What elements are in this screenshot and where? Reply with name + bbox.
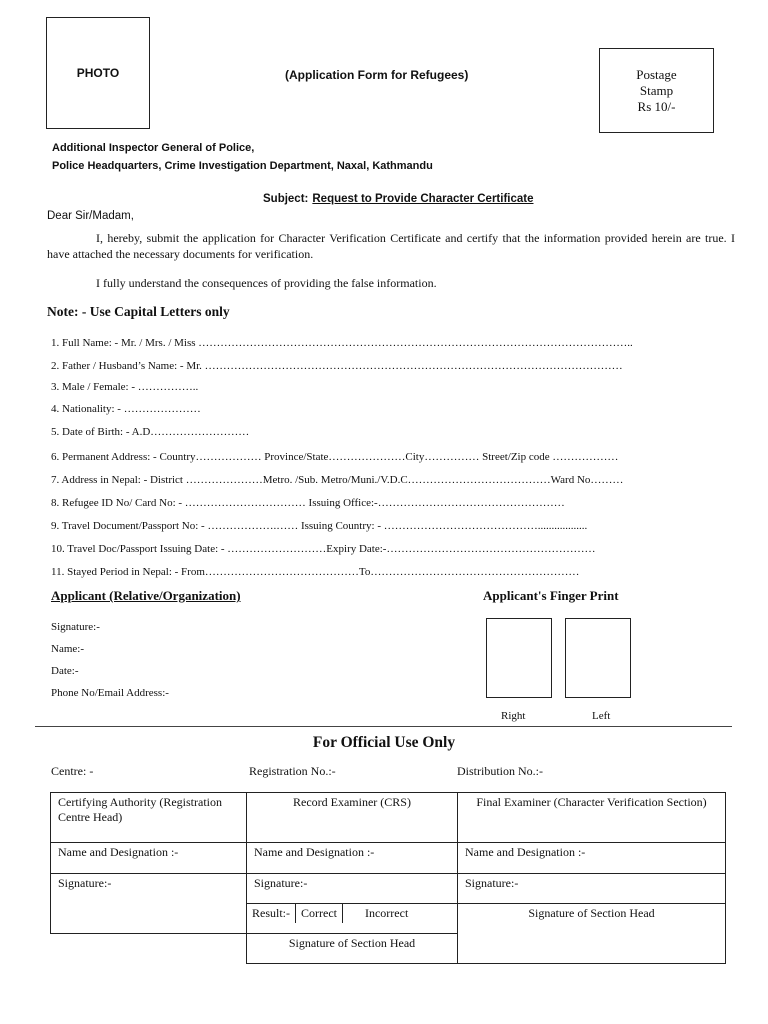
letter-paragraph-2: I fully understand the consequences of providing the false information. xyxy=(96,276,437,290)
addressee-line-2: Police Headquarters, Crime Investigation Department, Naxal, Kathmandu xyxy=(52,160,433,172)
left-label: Left xyxy=(592,710,611,722)
field-address-in-nepal[interactable]: 7. Address in Nepal: - District …………………Metro. /Sub. Metro/Muni./V.D.C…………………………………Ward No……… xyxy=(51,474,624,486)
field-travel-document[interactable]: 9. Travel Document/Passport No: - ……………….…… Issuing Country: - …………………………………….................. xyxy=(51,520,588,532)
field-nationality[interactable]: 4. Nationality: - ………………… xyxy=(51,403,201,415)
cell-name-designation-2: Name and Designation :- xyxy=(247,843,458,874)
cell-empty xyxy=(51,934,247,964)
centre-field: Centre: - xyxy=(51,764,94,778)
field-gender[interactable]: 3. Male / Female: - …………….. xyxy=(51,381,199,393)
registration-no-field: Registration No.:- xyxy=(249,764,336,778)
salutation: Dear Sir/Madam, xyxy=(47,210,134,222)
form-title: (Application Form for Refugees) xyxy=(285,68,469,82)
stamp-line-1: Postage xyxy=(636,66,677,82)
cell-certifying-authority: Certifying Authority (Registration Centre Head) xyxy=(51,793,247,843)
applicant-name[interactable]: Name:- xyxy=(51,643,84,655)
result-label: Result:- xyxy=(247,904,296,923)
field-stayed-period[interactable]: 11. Stayed Period in Nepal: - From……………………………………To………………………………………………… xyxy=(51,566,580,578)
field-permanent-address[interactable]: 6. Permanent Address: - Country……………… Province/State…………………City…………… Street/Zip code ……………… xyxy=(51,451,619,463)
cell-result xyxy=(247,904,458,934)
photo-label: PHOTO xyxy=(76,66,120,80)
cell-section-head-signature-right: Signature of Section Head xyxy=(458,904,726,964)
field-travel-doc-dates[interactable]: 10. Travel Doc/Passport Issuing Date: - ………………………Expiry Date:-………………………………………………… xyxy=(51,543,596,555)
right-label: Right xyxy=(501,710,526,722)
cell-name-designation-3: Name and Designation :- xyxy=(458,843,726,874)
result-correct: Correct xyxy=(296,904,343,923)
photo-box xyxy=(46,17,150,129)
left-fingerprint-box xyxy=(565,618,631,698)
field-full-name[interactable]: 1. Full Name: - Mr. / Mrs. / Miss ……………………………………………………………………………………………………….. xyxy=(51,337,633,349)
cell-name-designation-1: Name and Designation :- xyxy=(51,843,247,874)
cell-signature-2: Signature:- xyxy=(247,874,458,904)
cell-signature-3: Signature:- xyxy=(458,874,726,904)
applicant-heading: Applicant (Relative/Organization) xyxy=(51,588,241,603)
official-use-title: For Official Use Only xyxy=(312,734,456,751)
letter-paragraph-1: I, hereby, submit the application for Character Verification Certificate and certify that the information provided herein are true. I have attached the necessary documents for verification. xyxy=(47,231,735,261)
applicant-contact[interactable]: Phone No/Email Address:- xyxy=(51,687,169,699)
fingerprint-heading: Applicant's Finger Print xyxy=(483,588,619,603)
field-father-husband-name[interactable]: 2. Father / Husband’s Name: - Mr. …………………………………………………………………………………………………… xyxy=(51,360,623,372)
subject-text: Request to Provide Character Certificate xyxy=(312,193,534,205)
addressee-line-1: Additional Inspector General of Police, xyxy=(52,142,255,154)
official-table xyxy=(50,792,726,964)
stamp-line-2: Stamp xyxy=(639,82,674,98)
field-date-of-birth[interactable]: 5. Date of Birth: - A.D……………………… xyxy=(51,426,250,438)
cell-signature-1: Signature:- xyxy=(51,874,247,934)
cell-final-examiner: Final Examiner (Character Verification Section) xyxy=(458,793,726,843)
cell-record-examiner: Record Examiner (CRS) xyxy=(247,793,458,843)
applicant-date[interactable]: Date:- xyxy=(51,665,79,677)
note-capital-letters: Note: - Use Capital Letters only xyxy=(47,304,230,319)
subject-label: Subject: xyxy=(263,193,309,205)
subject-line xyxy=(263,193,534,205)
cell-section-head-signature-mid: Signature of Section Head xyxy=(247,934,458,964)
postage-stamp-box xyxy=(599,48,714,133)
section-divider xyxy=(35,726,732,727)
applicant-signature[interactable]: Signature:- xyxy=(51,621,100,633)
distribution-no-field: Distribution No.:- xyxy=(457,764,543,778)
result-incorrect: Incorrect xyxy=(364,906,409,920)
stamp-line-3: Rs 10/- xyxy=(637,98,676,114)
field-refugee-id[interactable]: 8. Refugee ID No/ Card No: - …………………………… Issuing Office:-…………………………………………… xyxy=(51,497,565,509)
right-fingerprint-box xyxy=(486,618,552,698)
